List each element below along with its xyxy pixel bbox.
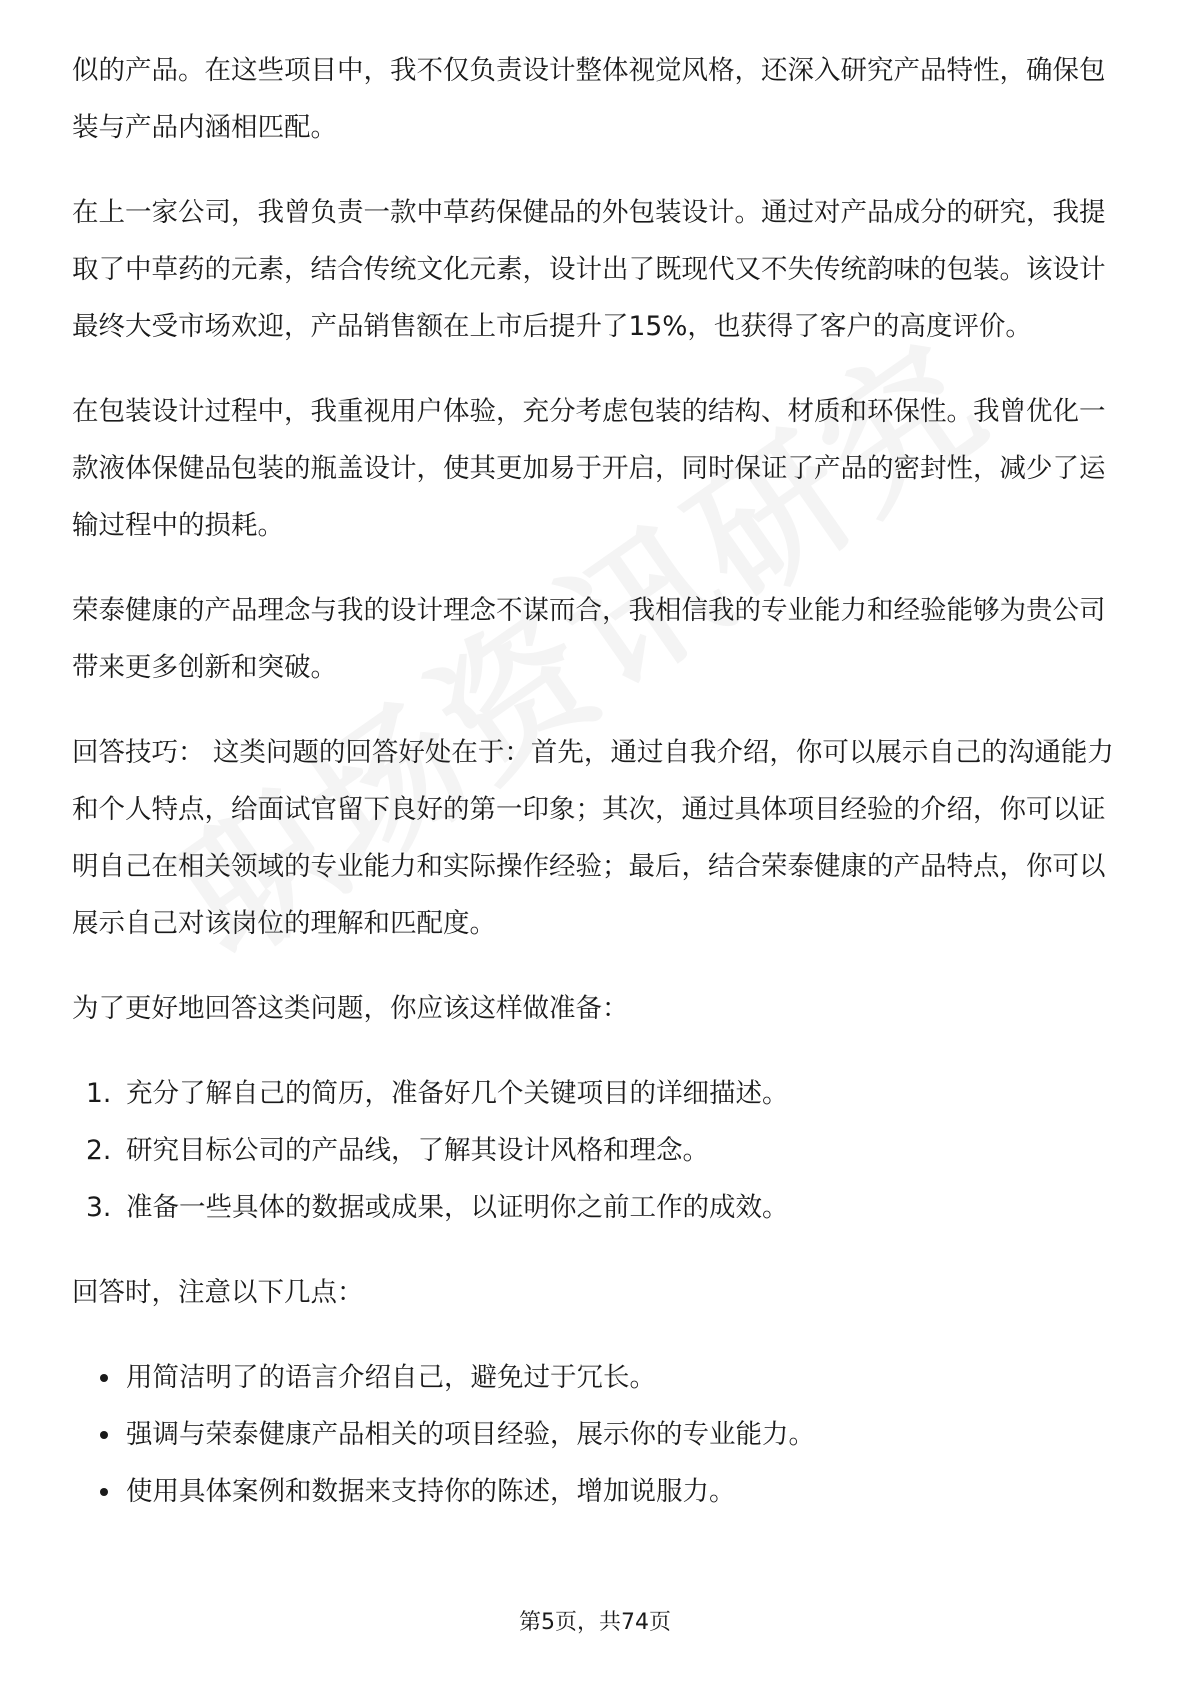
list-item: [72, 1349, 1122, 1406]
list-number: 1.: [86, 1078, 112, 1109]
list-item-text: 用简洁明了的语言介绍自己，避免过于冗长。: [126, 1362, 656, 1393]
answer-tips-paragraph: 回答技巧： 这类问题的回答好处在于：首先，通过自我介绍，你可以展示自己的沟通能力和个人特点，给面试官留下良好的第一印象；其次，通过具体项目经验的介绍，你可以证明自己在相关领域的专业能力和实际操作经验；最后，结合荣泰健康的产品特点，你可以展示自己对该岗位的理解和匹配度。: [72, 737, 1114, 939]
list-item: [72, 1065, 1122, 1122]
paragraph: 在包装设计过程中，我重视用户体验，充分考虑包装的结构、材质和环保性。我曾优化一款液体保健品包装的瓶盖设计，使其更加易于开启，同时保证了产品的密封性，减少了运输过程中的损耗。: [72, 396, 1106, 541]
list-item-text: 使用具体案例和数据来支持你的陈述，增加说服力。: [126, 1476, 736, 1507]
paragraph: 在上一家公司，我曾负责一款中草药保健品的外包装设计。通过对产品成分的研究，我提取了中草药的元素，结合传统文化元素，设计出了既现代又不失传统韵味的包装。该设计最终大受市场欢迎，产品销售额在上市后提升了15%，也获得了客户的高度评价。: [72, 197, 1106, 342]
preparation-list: [72, 1065, 1122, 1236]
list-item-text: 研究目标公司的产品线，了解其设计风格和理念。: [126, 1135, 709, 1166]
list-item: [72, 1179, 1122, 1236]
bullet-icon: [100, 1488, 108, 1496]
list-item-text: 强调与荣泰健康产品相关的项目经验，展示你的专业能力。: [126, 1419, 815, 1450]
paragraph: 荣泰健康的产品理念与我的设计理念不谋而合，我相信我的专业能力和经验能够为贵公司带来更多创新和突破。: [72, 595, 1106, 683]
bullet-icon: [100, 1431, 108, 1439]
paragraph: 似的产品。在这些项目中，我不仅负责设计整体视觉风格，还深入研究产品特性，确保包装与产品内涵相匹配。: [72, 55, 1106, 143]
list-item: [72, 1406, 1122, 1463]
preparation-heading: 为了更好地回答这类问题，你应该这样做准备：: [72, 993, 629, 1024]
list-item-text: 充分了解自己的简历，准备好几个关键项目的详细描述。: [126, 1078, 789, 1109]
list-number: 2.: [86, 1135, 112, 1166]
page-number-footer: 第5页，共74页: [519, 1610, 671, 1635]
bullet-icon: [100, 1374, 108, 1382]
list-item-text: 准备一些具体的数据或成果，以证明你之前工作的成效。: [126, 1192, 789, 1223]
notes-list: [72, 1349, 1122, 1520]
notes-heading: 回答时，注意以下几点：: [72, 1277, 364, 1308]
document-body: [72, 42, 1122, 1548]
list-item: [72, 1122, 1122, 1179]
list-item: [72, 1463, 1122, 1520]
list-number: 3.: [86, 1192, 112, 1223]
